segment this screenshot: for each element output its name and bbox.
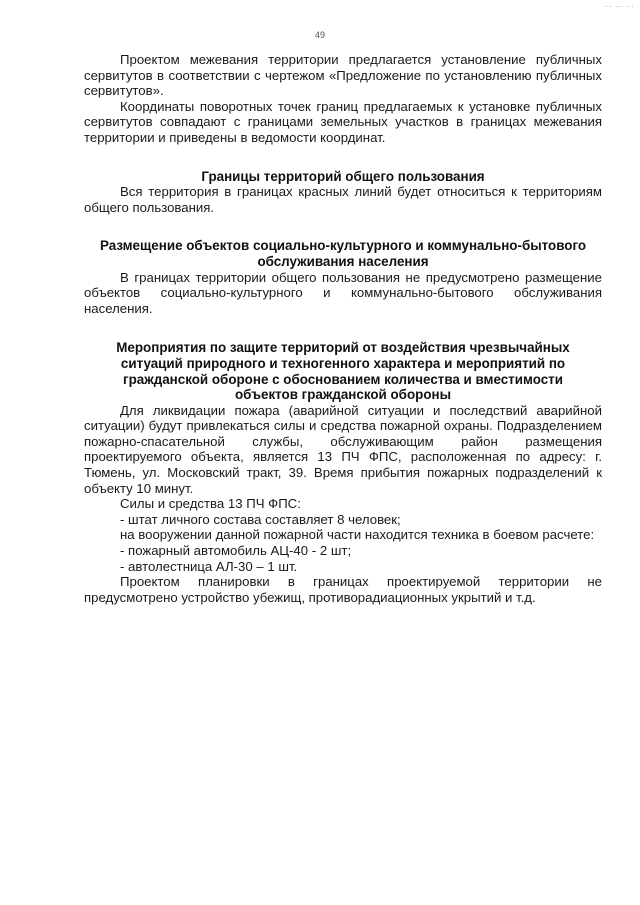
section-heading: Границы территорий общего пользования bbox=[201, 168, 485, 184]
paragraph: В границах территории общего пользования не предусмотрено размещение объектов социально-культурного и коммунально-бытового обслуживания населения. bbox=[84, 269, 602, 316]
corner-mark: ... ... ... bbox=[604, 0, 634, 9]
paragraph: Проектом межевания территории предлагается установление публичных сервитутов в соответствии с чертежом «Предложение по установлению публичных сервитутов». bbox=[84, 52, 602, 99]
paragraph: Силы и средства 13 ПЧ ФПС: bbox=[120, 496, 301, 512]
list-item: - штат личного состава составляет 8 человек; bbox=[120, 511, 401, 527]
section-public-territories bbox=[84, 169, 602, 216]
section-social-objects bbox=[84, 238, 602, 316]
paragraph: Координаты поворотных точек границ предлагаемых к установке публичных сервитутов совпадают с границами земельных участков в границах межевания территории и приведены в ведомости координат. bbox=[84, 98, 602, 145]
list-item: - автолестница АЛ-30 – 1 шт. bbox=[120, 558, 298, 574]
list-item: - пожарный автомобиль АЦ-40 - 2 шт; bbox=[120, 543, 352, 559]
section-emergency-protection bbox=[84, 340, 602, 605]
paragraph: Для ликвидации пожара (аварийной ситуации и последствий аварийной ситуации) будут привлекаться силы и средства пожарной охраны. Подразделением пожарно-спасательной службы, обслуживающим район размещения проектируемого объекта, является 13 ПЧ ФПС, расположенная по адресу: г. Тюмень, ул. Московский тракт, 39. Время прибытия пожарных подразделений к объекту 10 минут. bbox=[84, 402, 602, 496]
section-heading: Мероприятия по защите территорий от воздействия чрезвычайных ситуаций природного и техногенного характера и мероприятий по гражданской обороне с обоснованием количества и вместимости объектов гражданской обороны bbox=[116, 340, 570, 403]
paragraph: на вооружении данной пожарной части находится техника в боевом расчете: bbox=[120, 527, 595, 543]
paragraph: Вся территория в границах красных линий будет относиться к территориям общего пользования. bbox=[84, 184, 602, 215]
section-servitudes bbox=[84, 52, 602, 146]
document-body bbox=[84, 52, 602, 605]
page-number: 49 bbox=[314, 30, 325, 40]
section-heading: Размещение объектов социально-культурного и коммунально-бытового обслуживания населения bbox=[99, 238, 587, 269]
paragraph: Проектом планировки в границах проектируемой территории не предусмотрено устройство убежищ, противорадиационных укрытий и т.д. bbox=[84, 574, 602, 605]
